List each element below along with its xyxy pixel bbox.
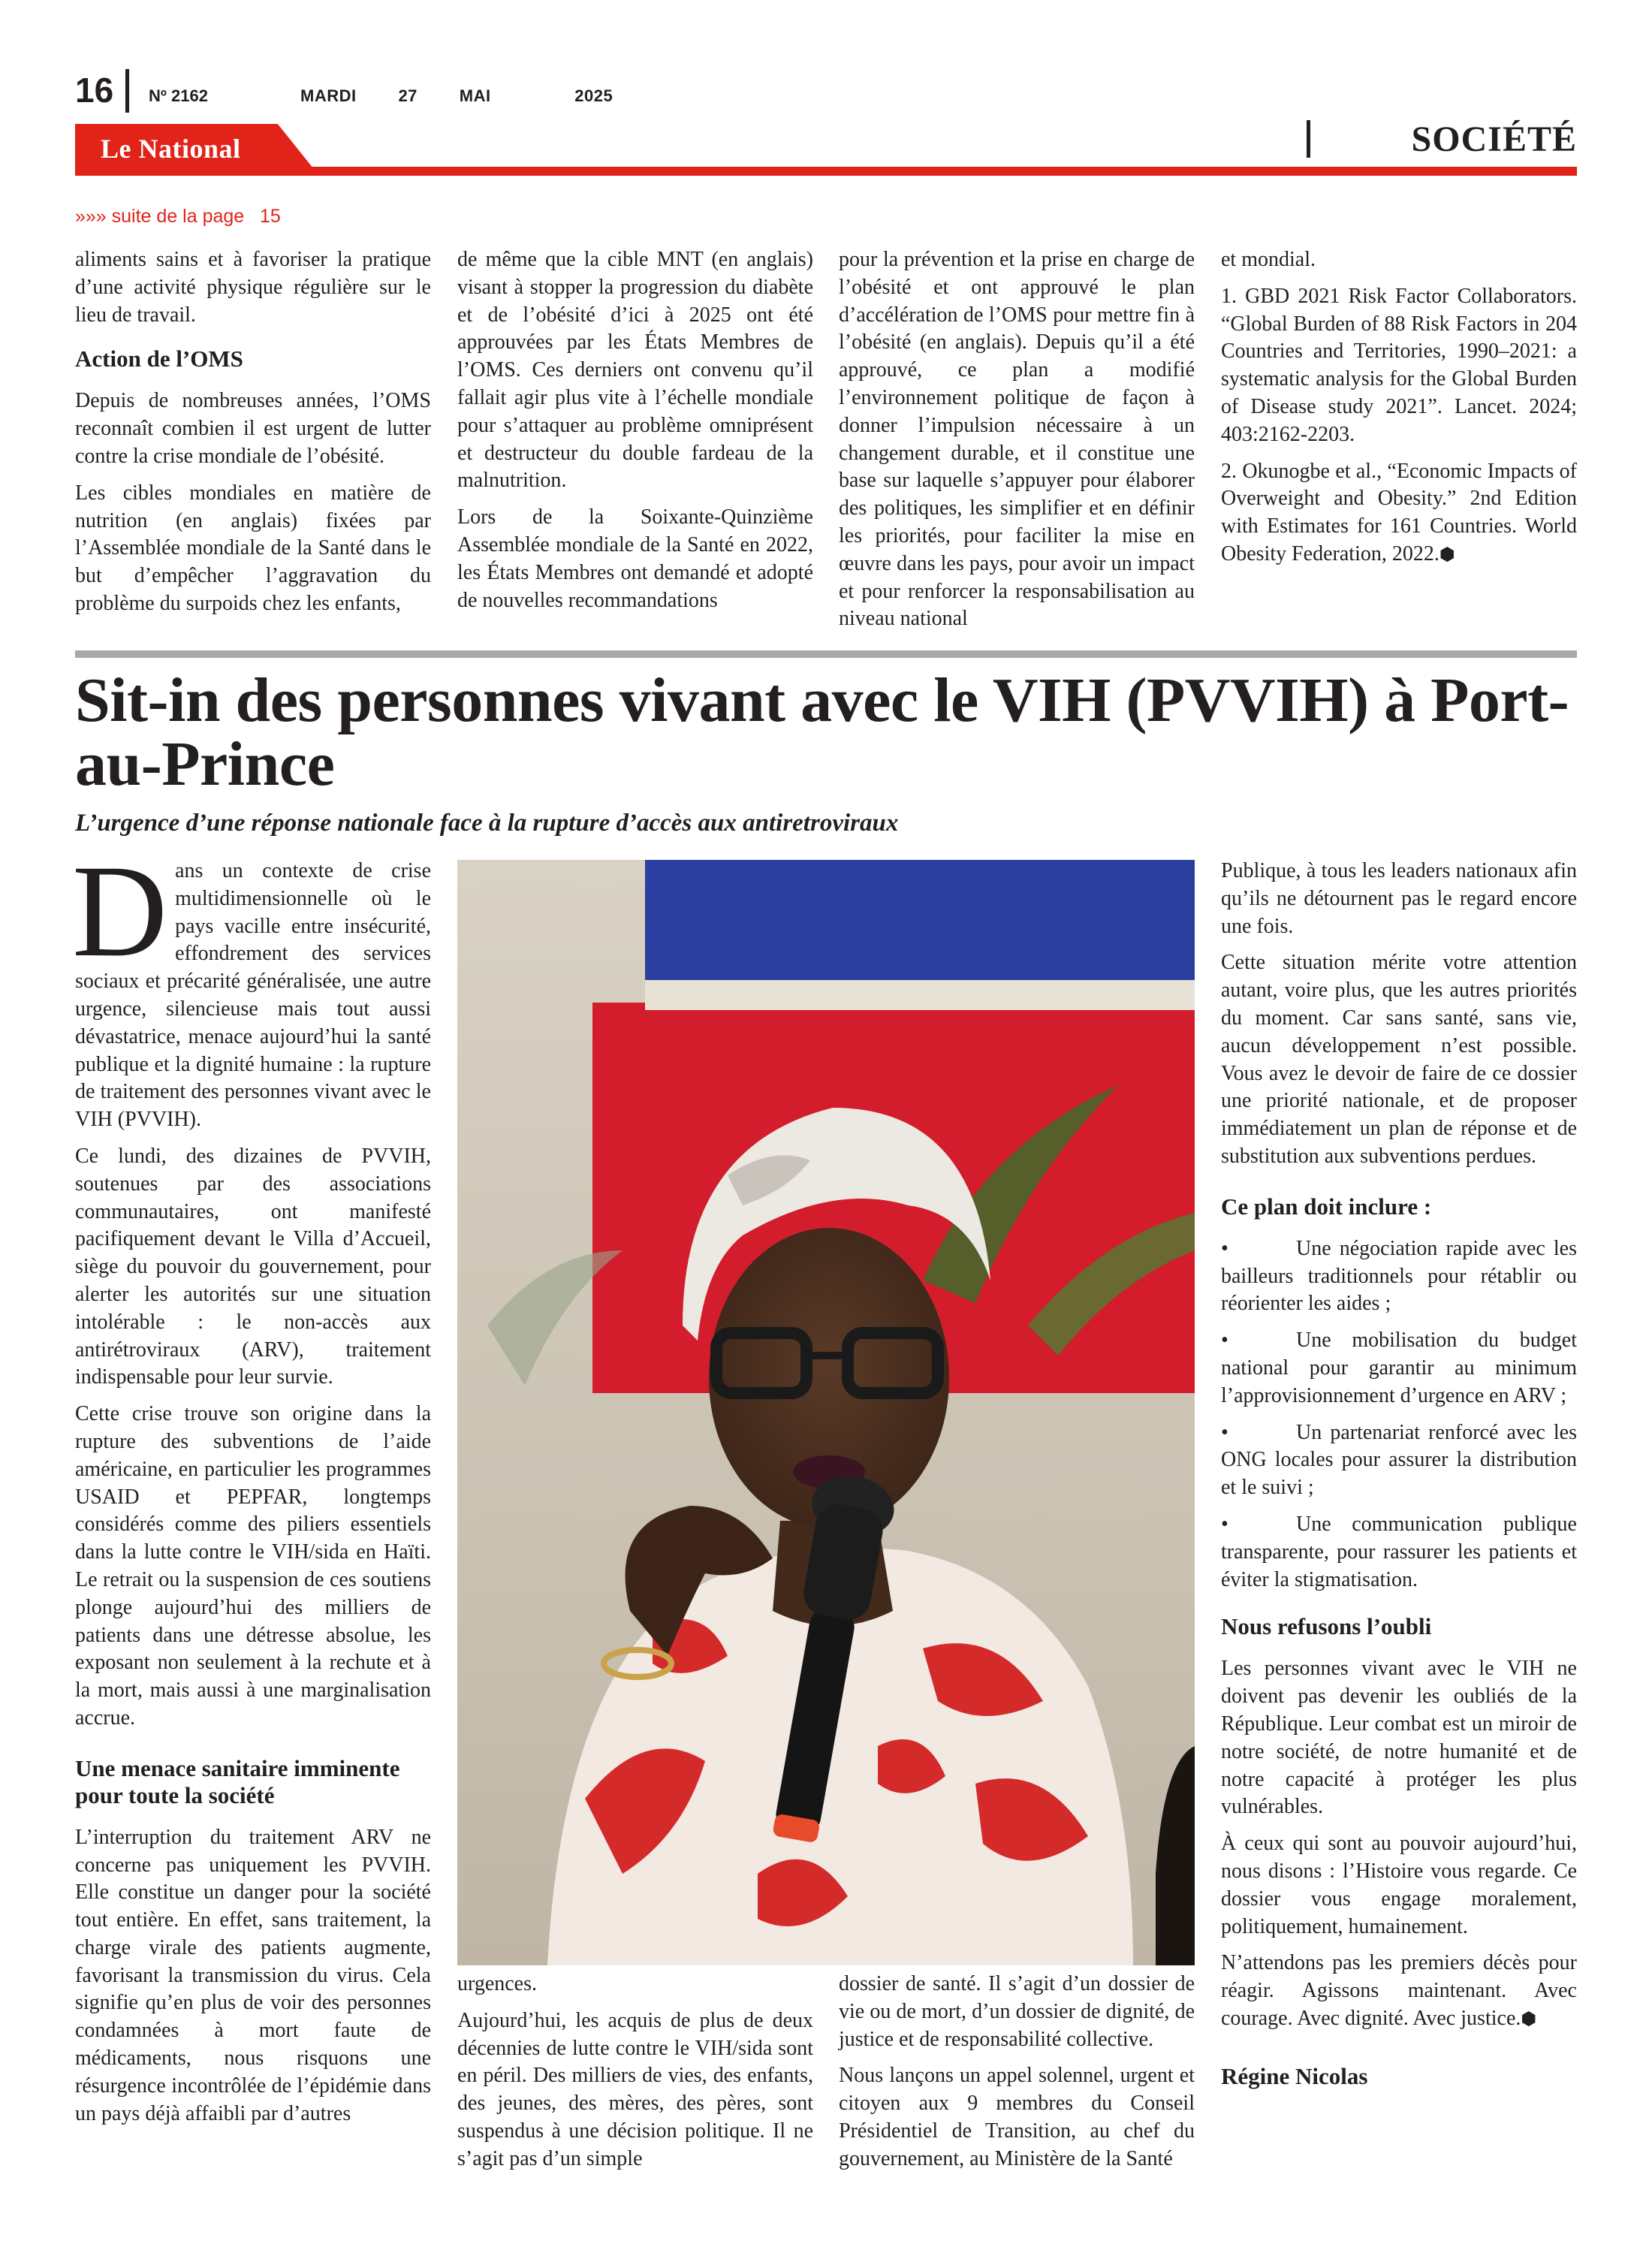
paragraph: Lors de la Soixante-Quinzième Assemblée mondiale de la Santé en 2022, les États Membres ont demandé et adopté de nouvelles recommandations (457, 505, 813, 612)
drop-cap: D (72, 838, 168, 985)
article-col-4 (1221, 858, 1577, 2090)
headline: Sit-in des personnes vivant avec le VIH (PVVIH) à Port-au-Prince (75, 665, 1569, 799)
page-number-divider (125, 69, 129, 113)
paragraph: et mondial. (1221, 248, 1316, 271)
article-separator (75, 650, 1577, 658)
prev-article-col-4 (1221, 246, 1577, 569)
page-number: 16 (75, 71, 114, 110)
section-title: SOCIÉTÉ (1411, 119, 1577, 159)
paragraph: Nous lançons un appel solennel, urgent et citoyen aux 9 membres du Conseil Présidentiel de Transition, au chef du gouvernement, au Ministère de la Santé (839, 2064, 1195, 2170)
subheading: Nous refusons l’oubli (1221, 1613, 1432, 1640)
paragraph: urgences. (457, 1972, 537, 1995)
paragraph: N’attendons pas les premiers décès pour réagir. Agissons maintenant. Avec courage. Avec dignité. Avec justice.⬢ (1221, 1951, 1577, 2030)
paragraph: aliments sains et à favoriser la pratique d’une activité physique régulière sur le lieu de travail. (75, 248, 431, 327)
end-mark-icon: ⬢ (1439, 543, 1455, 565)
bullet-icon: • (1221, 1329, 1228, 1353)
paragraph: Cette situation mérite votre attention autant, voire plus, que les autres priorités du moment. Car sans santé, sans vie, aucun développement n’est possible. Vous avez le devoir de faire de ce dossier une priorité nationale, et de proposer immédiatement un plan de réponse et de substitution aux subventions perdues. (1221, 951, 1577, 1168)
paragraph: Ce lundi, des dizaines de PVVIH, soutenues par des associations communautaires, ont manifesté pacifiquement devant le Villa d’Accueil, siège du pouvoir du gouvernement, pour alerter les autorités sur une situation intolérable : le non-accès aux antirétroviraux (ARV), traitement indispensable pour leur survie. (75, 1144, 431, 1389)
subheading: Action de l’OMS (75, 345, 243, 372)
paragraph: Les personnes vivant avec le VIH ne doivent pas devenir les oubliés de la République. Leur combat est un miroir de notre société, de notre humanité et de notre capacité à protéger les plus vulnérables. (1221, 1657, 1577, 1819)
article-photo (457, 860, 1195, 1965)
prev-article-col-3 (839, 246, 1195, 633)
issue-date: MARDI 27 MAI 2025 (300, 86, 613, 105)
paragraph: pour la prévention et la prise en charge de l’obésité et ont approuvé le plan d’accélération de l’OMS pour mettre fin à l’obésité (en anglais). Depuis qu’il a été approuvé, ce plan a modifié l’environnement politique de façon à donner l’impulsion nécessaire à un changement durable, et il constitue une base sur laquelle s’appuyer pour élaborer des politiques, les simplifier et en définir les priorités, pour faciliter la mise en œuvre dans les pays, pour avoir un impact et pour renforcer la responsabilisation au niveau national (839, 248, 1195, 631)
article-col-1 (72, 838, 431, 2128)
author-byline: Régine Nicolas (1221, 2062, 1368, 2089)
bullet-icon: • (1221, 1420, 1228, 1444)
article-col-3 (839, 1971, 1195, 2173)
bullet-icon: • (1221, 1512, 1228, 1536)
paragraph: Les cibles mondiales en matière de nutrition (en anglais) fixées par l’Assemblée mondiale de la Santé dans le but d’empêcher l’aggravation du problème du surpoids chez les enfants, (75, 481, 431, 615)
end-mark-icon: ⬢ (1521, 2007, 1537, 2029)
brand-name: Le National (101, 134, 241, 164)
continuation-label: »»» suite de la page 15 (75, 206, 281, 227)
list-item: • Une mobilisation du budget national pour garantir au minimum l’approvisionnement d’urgence en ARV ; (1221, 1329, 1577, 1407)
paragraph: À ceux qui sont au pouvoir aujourd’hui, nous disons : l’Histoire vous regarde. Ce dossier vous engage moralement, politiquement, humainement. (1221, 1832, 1577, 1938)
issue-number: Nº 2162 (149, 86, 208, 105)
list-item: • Un partenariat renforcé avec les ONG locales pour assurer la distribution et le suivi ; (1221, 1420, 1577, 1500)
list-item: • Une négociation rapide avec les bailleurs traditionnels pour rétablir ou réorienter les aides ; (1221, 1236, 1577, 1316)
paragraph: Aujourd’hui, les acquis de plus de deux décennies de lutte contre le VIH/sida sont en péril. Des milliers de vies, des enfants, des jeunes, des mères, des pères, sont suspendus à une décision politique. Il ne s’agit pas d’un simple (457, 2008, 813, 2170)
article-col-2 (457, 1971, 813, 2173)
lead-paragraph: Dans un contexte de crise multidimensionnelle où le pays vacille entre insécurité, effondrement des services sociaux et précarité généralisée, une autre urgence, silencieuse mais tout aussi dévastatrice, menace aujourd’hui la santé publique et la dignité humaine : la rupture de traitement des personnes vivant avec le VIH (PVVIH). (72, 838, 431, 1132)
paragraph: Publique, à tous les leaders nationaux afin qu’ils ne détournent pas le regard encore une fois. (1221, 859, 1577, 938)
plan-list (1221, 1235, 1577, 1594)
bullet-icon: • (1221, 1236, 1228, 1260)
paragraph: L’interruption du traitement ARV ne concerne pas uniquement les PVVIH. Elle constitue un danger pour la société tout entière. En effet, sans traitement, la charge virale des patients augmente, favorisant la transmission du virus. Cela signifie qu’en plus de voir des personnes condamnées à mort faute de médicaments, nous risquons une résurgence incontrôlée de l’épidémie dans un pays déjà affaibli par d’autres (75, 1825, 431, 2125)
reference-2: 2. Okunogbe et al., “Economic Impacts of Overweight and Obesity.” 2nd Edition with Estimates for 161 Countries. World Obesity Federation, 2022.⬢ (1221, 459, 1577, 566)
paragraph: dossier de santé. Il s’agit d’un dossier de vie ou de mort, d’un dossier de dignité, de justice et de responsabilité collective. (839, 1972, 1195, 2051)
prev-article-col-1 (75, 246, 431, 618)
speaker-photo-illustration (457, 860, 1195, 1965)
paragraph: Depuis de nombreuses années, l’OMS reconnaît combien il est urgent de lutter contre la crise mondiale de l’obésité. (75, 389, 431, 468)
deck: L’urgence d’une réponse nationale face à la rupture d’accès aux antiretroviraux (75, 810, 899, 837)
prev-article-col-2 (457, 246, 813, 614)
subheading: Une menace sanitaire imminente pour toute la société (75, 1754, 400, 1808)
paragraph: Cette crise trouve son origine dans la rupture des subventions de l’aide américaine, en particulier les programmes USAID et PEPFAR, longtemps considérés comme des piliers essentiels dans la lutte contre le VIH/sida en Haïti. Le retrait ou la suspension de ces soutiens plonge aujourd’hui des milliers de patients dans une détresse absolue, les exposant non seulement à la rechute et à la mort, mais aussi à une marginalisation accrue. (75, 1402, 431, 1730)
reference-1: 1. GBD 2021 Risk Factor Collaborators. “Global Burden of 88 Risk Factors in 204 Countries and Territories, 1990–2021: a systematic analysis for the Global Burden of Disease study 2021”. Lancet. 2024; 403:2162-2203. (1221, 284, 1577, 446)
list-item: • Une communication publique transparente, pour rassurer les patients et éviter la stigmatisation. (1221, 1512, 1577, 1591)
subheading: Ce plan doit inclure : (1221, 1193, 1432, 1220)
paragraph: de même que la cible MNT (en anglais) visant à stopper la progression du diabète et de l’obésité d’ici à 2025 ont été approuvées par les États Membres de l’OMS. Ces derniers ont convenu qu’il fallait agir plus vite à l’échelle mondiale pour s’attaquer au problème omniprésent et destructeur du double fardeau de la malnutrition. (457, 248, 813, 493)
